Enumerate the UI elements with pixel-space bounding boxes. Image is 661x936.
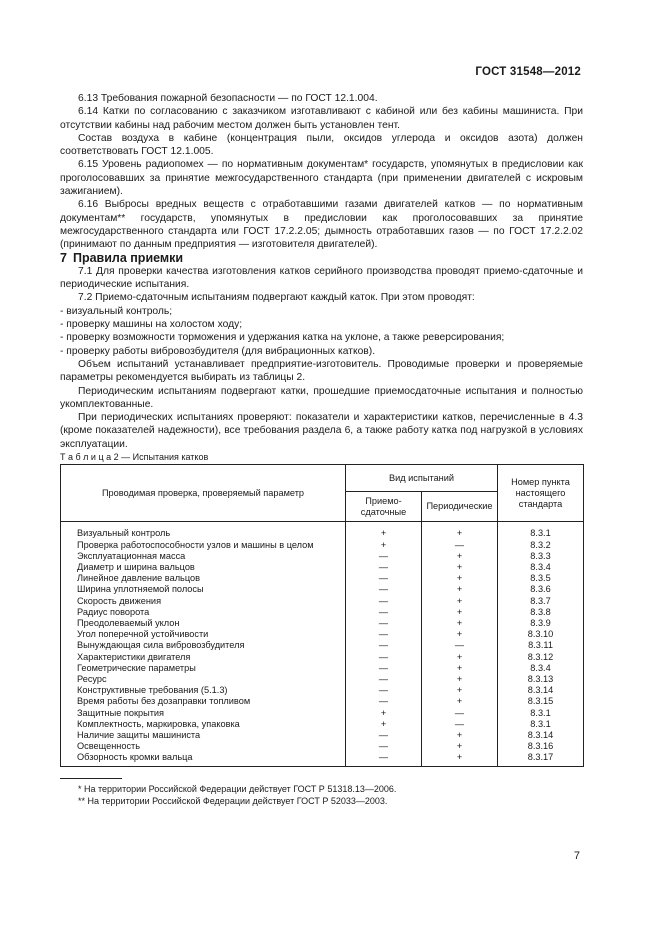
- acceptance-cell: —: [346, 618, 422, 629]
- periodic-cell: +: [422, 674, 498, 685]
- clause-cell: 8.3.7: [498, 596, 584, 607]
- table-row: [61, 696, 584, 707]
- periodic-cell: —: [422, 719, 498, 730]
- page-content: [60, 92, 583, 807]
- paragraph-periodic-checks: При периодических испытаниях проверяют: показатели и характеристики катков, перечисленные в 4.3 (кроме показателей надежности), все требования раздела 6, а также работу катка под нагрузкой в условиях эксплуатации.: [60, 412, 583, 450]
- clause-cell: 8.3.8: [498, 607, 584, 618]
- table-row: [61, 607, 584, 618]
- clause-cell: 8.3.9: [498, 618, 584, 629]
- table-row: [61, 522, 584, 540]
- clause-cell: 8.3.1: [498, 719, 584, 730]
- header-clause: Номер пункта настоящего стандарта: [498, 465, 584, 522]
- param-cell: Линейное давление вальцов: [61, 573, 346, 584]
- acceptance-cell: —: [346, 674, 422, 685]
- param-cell: Ресурс: [61, 674, 346, 685]
- table-row: [61, 719, 584, 730]
- periodic-cell: +: [422, 573, 498, 584]
- param-cell: Наличие защиты машиниста: [61, 730, 346, 741]
- paragraph-6-15: 6.15 Уровень радиопомех — по нормативным документам* государств, упомянутых в предисловии как проголосовавших за принятие межгосударственного стандарта (при применении двигателей с искровым зажиганием).: [60, 159, 583, 198]
- paragraph-7-2: 7.2 Приемо-сдаточным испытаниям подвергают каждый каток. При этом проводят:: [78, 292, 475, 304]
- param-cell: Проверка работоспособности узлов и машины в целом: [61, 540, 346, 551]
- periodic-cell: +: [422, 752, 498, 766]
- paragraph-6-14-air: Состав воздуха в кабине (концентрация пыли, оксидов углерода и оксидов азота) должен соответствовать ГОСТ 12.1.005.: [60, 132, 583, 158]
- periodic-cell: +: [422, 596, 498, 607]
- acceptance-cell: —: [346, 562, 422, 573]
- table-caption-prefix: Т а б л и ц а: [60, 452, 112, 463]
- list-item: - проверку работы вибровозбудителя (для вибрационных катков).: [60, 345, 376, 357]
- param-cell: Радиус поворота: [61, 607, 346, 618]
- table-row: [61, 741, 584, 752]
- paragraph-6-13: 6.13 Требования пожарной безопасности — по ГОСТ 12.1.004.: [78, 93, 378, 104]
- clause-cell: 8.3.16: [498, 741, 584, 752]
- tests-table: [60, 464, 584, 766]
- paragraph-7-1: 7.1 Для проверки качества изготовления катков серийного производства проводят приемо-сдаточные и периодические испытания.: [60, 265, 583, 291]
- acceptance-cell: —: [346, 640, 422, 651]
- acceptance-cell: +: [346, 522, 422, 540]
- header-periodic: Периодические: [422, 492, 498, 522]
- header-acceptance: Приемо-сдаточные: [346, 492, 422, 522]
- periodic-cell: —: [422, 540, 498, 551]
- acceptance-cell: —: [346, 741, 422, 752]
- param-cell: Время работы без дозаправки топливом: [61, 696, 346, 707]
- header-test-type: Вид испытаний: [346, 465, 498, 492]
- periodic-cell: —: [422, 640, 498, 651]
- table-caption-text: 2 — Испытания катков: [113, 452, 209, 463]
- list-item: - визуальный контроль;: [60, 305, 173, 317]
- clause-cell: 8.3.3: [498, 551, 584, 562]
- param-cell: Преодолеваемый уклон: [61, 618, 346, 629]
- acceptance-cell: —: [346, 584, 422, 595]
- periodic-cell: +: [422, 522, 498, 540]
- clause-cell: 8.3.14: [498, 730, 584, 741]
- param-cell: Обзорность кромки вальца: [61, 752, 346, 766]
- clause-cell: 8.3.4: [498, 562, 584, 573]
- clause-cell: 8.3.12: [498, 652, 584, 663]
- param-cell: Скорость движения: [61, 596, 346, 607]
- clause-cell: 8.3.14: [498, 685, 584, 696]
- param-cell: Вынуждающая сила вибровозбудителя: [61, 640, 346, 651]
- clause-cell: 8.3.10: [498, 629, 584, 640]
- table-row: [61, 730, 584, 741]
- table-body: [61, 522, 584, 766]
- param-cell: Защитные покрытия: [61, 708, 346, 719]
- acceptance-cell: +: [346, 540, 422, 551]
- periodic-cell: +: [422, 618, 498, 629]
- table-row: [61, 663, 584, 674]
- acceptance-cell: +: [346, 719, 422, 730]
- table-row: [61, 540, 584, 551]
- periodic-cell: +: [422, 562, 498, 573]
- table-row: [61, 573, 584, 584]
- paragraph-6-14: 6.14 Катки по согласованию с заказчиком изготавливают с кабиной или без кабины машиниста. При отсутствии кабины над рабочим местом должен быть установлен тент.: [60, 106, 583, 131]
- paragraph-periodic: Периодическим испытаниям подвергают катки, прошедшие приемосдаточные испытания и полностью укомплектованные.: [60, 385, 583, 410]
- periodic-cell: +: [422, 551, 498, 562]
- clause-cell: 8.3.6: [498, 584, 584, 595]
- acceptance-cell: —: [346, 730, 422, 741]
- periodic-cell: +: [422, 629, 498, 640]
- table-row: [61, 674, 584, 685]
- acceptance-cell: —: [346, 696, 422, 707]
- table-row: [61, 618, 584, 629]
- acceptance-cell: +: [346, 708, 422, 719]
- acceptance-cell: —: [346, 629, 422, 640]
- periodic-cell: +: [422, 696, 498, 707]
- acceptance-cell: —: [346, 685, 422, 696]
- table-row: [61, 562, 584, 573]
- param-cell: Характеристики двигателя: [61, 652, 346, 663]
- acceptance-cell: —: [346, 663, 422, 674]
- periodic-cell: +: [422, 730, 498, 741]
- table-row: [61, 652, 584, 663]
- footnote-divider: [60, 778, 122, 779]
- clause-cell: 8.3.1: [498, 522, 584, 540]
- clause-cell: 8.3.1: [498, 708, 584, 719]
- acceptance-cell: —: [346, 752, 422, 766]
- periodic-cell: +: [422, 584, 498, 595]
- param-cell: Конструктивные требования (5.1.3): [61, 685, 346, 696]
- table-row: [61, 596, 584, 607]
- param-cell: Эксплуатационная масса: [61, 551, 346, 562]
- section-heading: [60, 252, 583, 265]
- clause-cell: 8.3.13: [498, 674, 584, 685]
- footnote: * На территории Российской Федерации действует ГОСТ Р 51318.13—2006.: [78, 783, 397, 794]
- table-row: [61, 752, 584, 766]
- table-row: [61, 629, 584, 640]
- table-row: [61, 551, 584, 562]
- table-caption: [60, 451, 583, 464]
- list-item: - проверку возможности торможения и удержания катка на уклоне, а также реверсирования;: [60, 332, 505, 344]
- param-cell: Диаметр и ширина вальцов: [61, 562, 346, 573]
- acceptance-cell: —: [346, 652, 422, 663]
- table-row: [61, 584, 584, 595]
- acceptance-cell: —: [346, 607, 422, 618]
- clause-cell: 8.3.15: [498, 696, 584, 707]
- periodic-cell: +: [422, 685, 498, 696]
- header-param: Проводимая проверка, проверяемый параметр: [61, 465, 346, 522]
- list-item: - проверку машины на холостом ходу;: [60, 319, 243, 331]
- acceptance-cell: —: [346, 551, 422, 562]
- acceptance-cell: —: [346, 573, 422, 584]
- param-cell: Геометрические параметры: [61, 663, 346, 674]
- periodic-cell: —: [422, 708, 498, 719]
- paragraph-6-16: 6.16 Выбросы вредных веществ с отработавшими газами двигателей катков — по нормативным документам** государств, упомянутых в предисловии как проголосовавших за принятие межгосударственного стандарта или ГОСТ 17.2.2.05; дымность отработавших газов — по ГОСТ 17.2.2.02 (принимают по данным предприятия — изготовителя двигателей).: [60, 199, 583, 251]
- periodic-cell: +: [422, 741, 498, 752]
- table-row: [61, 708, 584, 719]
- table-row: [61, 685, 584, 696]
- paragraph-scope: Объем испытаний устанавливает предприятие-изготовитель. Проводимые проверки и проверяемые параметры рекомендуется выбирать из таблицы 2.: [60, 358, 583, 384]
- clause-cell: 8.3.5: [498, 573, 584, 584]
- param-cell: Комплектность, маркировка, упаковка: [61, 719, 346, 730]
- table-row: [61, 640, 584, 651]
- periodic-cell: +: [422, 663, 498, 674]
- document-id: ГОСТ 31548—2012: [475, 66, 581, 78]
- clause-cell: 8.3.4: [498, 663, 584, 674]
- periodic-cell: +: [422, 652, 498, 663]
- clause-cell: 8.3.11: [498, 640, 584, 651]
- section-title: Правила приемки: [72, 250, 184, 265]
- param-cell: Угол поперечной устойчивости: [61, 629, 346, 640]
- clause-cell: 8.3.2: [498, 540, 584, 551]
- footnote: ** На территории Российской Федерации действует ГОСТ Р 52033—2003.: [78, 795, 388, 806]
- param-cell: Визуальный контроль: [61, 522, 346, 540]
- periodic-cell: +: [422, 607, 498, 618]
- param-cell: Освещенность: [61, 741, 346, 752]
- clause-cell: 8.3.17: [498, 752, 584, 766]
- param-cell: Ширина уплотняемой полосы: [61, 584, 346, 595]
- section-number: 7: [60, 250, 67, 265]
- acceptance-cell: —: [346, 596, 422, 607]
- page-number: 7: [573, 850, 580, 862]
